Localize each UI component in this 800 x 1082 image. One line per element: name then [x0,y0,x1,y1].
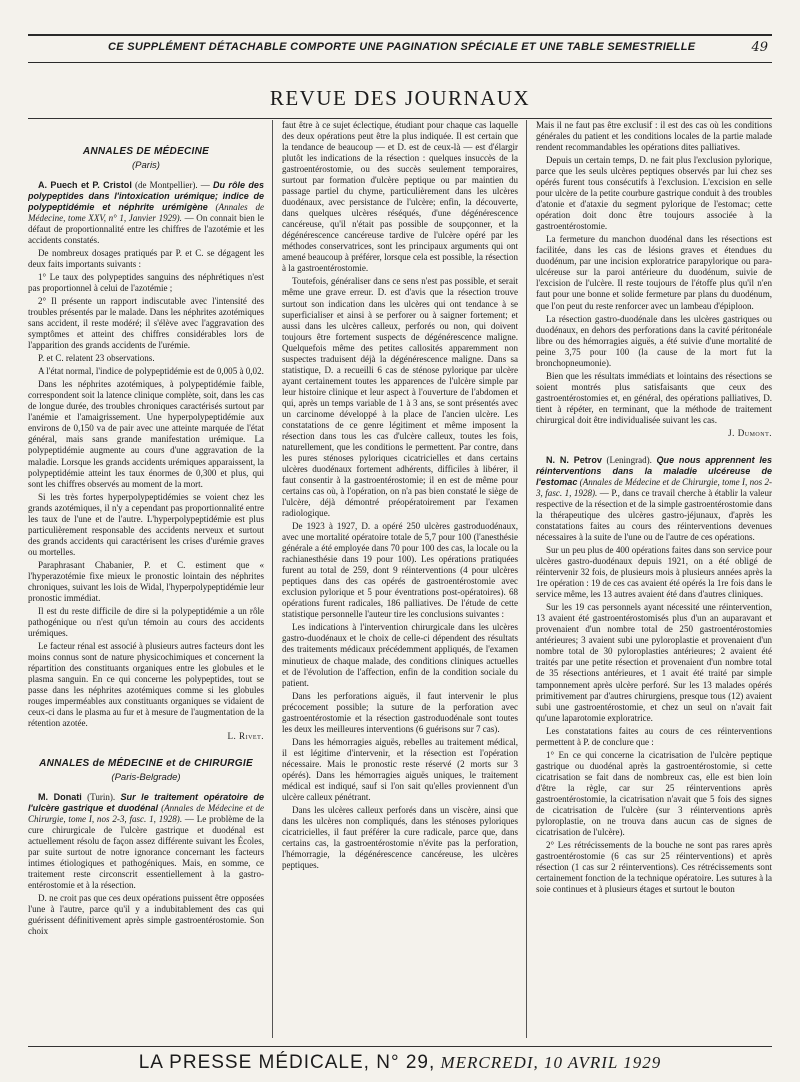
article-intro [28,180,264,246]
article-authors: A. Puech et P. Cristol [38,179,132,190]
article-title: Que nous apprennent les réinterventions dans la maladie ulcéreuse de l'estomac [536,454,772,487]
paragraph: Paraphrasant Chabanier, P. et C. estiment que « l'hyperazotémie fixe mieux le pronostic lointain des néphrites chroniques, suivant les lois de Widal, l'hyperpolypeptidémie leur pronostic immédiat. [28,559,264,603]
article-intro [28,792,264,891]
paragraph: Sur les 19 cas personnels ayant nécessité une réintervention, 13 avaient été gastroentérostomisés plus d'un an auparavant et provenaient d'un nombre total de 250 gastroentérostomies antérieures; 3 avaient subi une pyloroplastie et provenaient d'un nombre total de 30 pyloroplasties antérieures; 2 avaient été traités par une petite résection et provenaient d'un nombre total de 35 résections antérieures, et 1 avait été traité par simple tamponnement après ulcère perforé. Sur les 13 malades opérés primitivement par d'autres chirurgiens, presque tous (12) avaient subi une gastroentérostomie, et chez un seul on n'avait fait qu'une laparotomie exploratrice. [536,602,772,723]
journal-heading: ANNALES DE MÉDECINE [82,146,210,157]
article-reference: (Annales de Médecine et de Chirurgie, tome I, nos 2-3, fasc. 1, 1928). [28,803,264,825]
paragraph: De nombreux dosages pratiqués par P. et C. se dégagent les deux faits importants suivants : [28,247,264,269]
column-2 [282,120,518,1038]
paragraph: 1° En ce qui concerne la cicatrisation de l'ulcère peptique gastrique ou duodénal après la gastroentérostomie, si cette cicatrisation se fait dans de nombreux cas, elle est bien loin d'être la règle, car sur 25 réinterventions après gastroentérostomie, la cicatrisation n'avait que 5 fois des signes de cicatrisation de l'ulcère (sur 3 réinterventions après pyloroplastie, on ne trouva dans aucun cas de signes de cicatrisation de l'ulcère). [536,749,772,837]
paragraph: Il est du reste difficile de dire si la polypeptidémie a un rôle pathogénique ou n'est qu'un témoin au cours des accidents urémiques. [28,605,264,638]
journal-city: (Paris-Belgrade) [111,772,181,784]
paragraph: D. ne croit pas que ces deux opérations puissent être opposées l'une à l'autre, parce qu'il y a indubitablement des cas qui guérissent définitivement après simple gastroentérostomie. Son choix [28,893,264,937]
paragraph: Sur un peu plus de 400 opérations faites dans son service pour ulcères gastro-duodénaux depuis 1921, on a été obligé de réintervenir 32 fois, de plusieurs mois à plusieurs années après la 1re opération : 19 de ces cas avaient été opérés la 1re fois dans le service même, les 13 autres avaient été dans d'autres cliniques. [536,545,772,600]
paragraph: Le facteur rénal est associé à plusieurs autres facteurs dont les moins connus sont de nature physicochimiques et concernent la répartition des constituants organiques entre les globules et le plasma sanguin. En ce qui concerne les polypeptides, tout se passe dans les néphrites azotémiques comme si les globules rouges imperméables aux constituants organiques se vidaient de ceux-ci dans le plasma au fur et à mesure de l'augmentation de la rétention azotée. [28,641,264,729]
paragraph: 2° Les rétrécissements de la bouche ne sont pas rares après gastroentérostomie (6 cas sur 25 réinterventions) et après résection (1 cas sur 2 réinterventions). Ces rétrécissements sont certainement fonction de la technique opératoire. Les sutures à la soie continues et à plusieurs étages et surtout le bouton [536,839,772,895]
paragraph: Toutefois, généraliser dans ce sens n'est pas possible, et serait même une grave erreur. D. est d'avis que la résection trouve surtout son indication dans les ulcères qui ont tendance à se superficialiser et ainsi à se perforer ou à saigner fortement; et aussi dans les ulcères calleux, perforés ou non, qui doivent toujours être fortement suspects de dégénérescence maligne. Quelquefois même des petites callosités apparemment non suspectes traduisent déjà la dégénérescence maligne. Dans sa statistique, D. a recueilli 6 cas de sténose pylorique par ulcère ayant certainement toutes les apparences de l'ulcère simple par leur histoire clinique et leur aspect à l'ouverture de l'abdomen et qui, après un temps variable de 1 à 3 ans, se sont présentés avec un carcinome développé à la place de l'ancien ulcère. Les constatations de ce genre légitiment et même imposent la résection dans tous les cas d'ulcère calleux, toutes les fois, naturellement, que les conditions le permettent. Par contre, dans les pures sténoses pyloriques cicatricielles et dans certains ulcères duodénaux fortement adhérents, difficiles à libérer, il faut consentir à la gastroentérostomie; il en est de même pour certains cas où, à l'opération, on n'a pas bien constaté le siège de l'ulcère, déjà démontré préopératoirement par l'examen radiologique. [282,276,518,519]
article-title: Du rôle des polypeptides dans l'intoxication urémique; indice de polypeptidémie et néphrite urémigène [28,179,264,212]
author-signature: J. Dumont. [728,427,772,438]
footer-date: MERCREDI, 10 AVRIL 1929 [435,1053,662,1072]
footer-line [28,1052,772,1074]
footer-journal: LA PRESSE MÉDICALE, N° 29, [138,1052,436,1073]
paragraph: Dans les perforations aiguës, il faut intervenir le plus précocement possible; la suture de la perforation avec gastroentérostomie et la résection gastroduodénale sont toutes les deux les meilleures interventions (6 guérisons sur 7 cas). [282,690,518,734]
paragraph: De 1923 à 1927, D. a opéré 250 ulcères gastroduodénaux, avec une mortalité opératoire totale de 5,7 pour 100 (l'anesthésie générale a été employée dans 70 pour 100 des cas, la locale ou la rachianesthésie dans 19 pour 100). Les opérations pratiquées furent au total de 259, dont 9 réinterventions (4 pour ulcères peptiques dans des cas opérés de gastroentérostomie avec exclusion pylorique et 5 pour éventrations post-opératoires). 68 opérations furent radicales, 186 palliatives. De l'étude de cette statistique personnelle l'auteur tire les conclusions suivantes : [282,521,518,620]
article-text: — Le problème de la cure chirurgicale de l'ulcère gastrique et duodénal est actuellement résolu de façon assez différente suivant les Écoles, par suite surtout de notre ignorance concernant les facteurs intimes étiologiques et pathogéniques. Mais, en somme, ce traitement reste circonscrit essentiellement à la gastro-entérostomie et à la résection. [28,814,264,891]
article-authors: N. N. Petrov [546,454,602,465]
page-number: 49 [751,40,768,55]
article-reference: (Annales de Médecine, tome XXV, n° 1, Janvier 1929). [28,201,264,223]
column-3 [536,120,772,1038]
paragraph: Dans les ulcères calleux perforés dans un viscère, ainsi que dans les ulcères non compliqués, dans les sténoses pyloriques cicatricielles, il faut préférer la cure radicale, parce que, dans certains cas, la gastroentérostomie n'évite pas la perforation, l'hémorragie, la dégénérescence cancéreuse, les ulcères peptiques. [282,804,518,871]
article-text: — On connait bien le défaut de proportionnalité entre les chiffres de l'azotémie et les accidents constatés. [28,212,264,245]
paragraph: faut être à ce sujet éclectique, étudiant pour chaque cas laquelle des deux opérations peut être la plus indiquée. Il est certain que la tendance de beaucoup — et D. est de ceux-là — est d'élargir plutôt les indications de la résection : quelques insuccès de la gastroentérostomie, ou des succès seulement temporaires, surtout par formation d'ulcère peptique ou par maintien du passage partiel du chyme, particulièrement dans les ulcères duodénaux, avec persistance de l'ulcère; enfin, la découverte, dans quelques ulcères réséqués, d'une dégénérescence cancéreuse, qu'il n'était pas possible de soupçonner, et la dégénérescence cancéreuse tardive de l'ulcère opéré par les méthodes conservatrices, sont les principaux arguments qui ont amené beaucoup à préférer, lorsque cela est possible, la résection à la gastroentérostomie. [282,120,518,274]
article-text: — P., dans ce travail cherche à établir la valeur respective de la résection et de la simple gastroentérostomie dans la thérapeutique des ulcères gastro-jéjunaux, d'après les constatations faites au cours des réinterventions devenues nécessaires à la suite de l'une ou de l'autre de ces opérations. [536,487,772,543]
paragraph: Dans les néphrites azotémiques, à polypeptidémie faible, correspondent soit la latence clinique complète, soit, dans les cas de longue durée, des troubles chroniques caractérisés surtout par l'anémie et l'amaigrissement. Une hyperpolypeptidémie aux environs de 0,150 va de pair avec une atteinte marquée de l'état général, mais sans grande manifestation urémique. La polypeptidémie augmente au cours d'une aggravation de la maladie. Lorsque les grands accidents urémiques apparaissent, la polypeptidémie atteint les taux énormes de 0,300 et plus, qui sont les chiffres observés au moment de la mort. [28,379,264,489]
author-signature: L. Rivet. [227,731,264,742]
column-divider [272,120,273,1038]
supplement-notice: CE SUPPLÉMENT DÉTACHABLE COMPORTE UNE PAGINATION SPÉCIALE ET UNE TABLE SEMESTRIELLE [108,41,696,53]
paragraph: 2° Il présente un rapport indiscutable avec l'intensité des troubles présentés par le malade. Dans les néphrites azotémiques sans accident, il reste modéré; il s'élève avec l'aggravation des symptômes et atteint des chiffres considérables lors de l'apparition des grands accidents de l'urémie. [28,296,264,351]
journal-heading: ANNALES de MÉDECINE et de CHIRURGIE [39,758,253,770]
page-footer [28,1046,772,1077]
paragraph: Dans les hémorragies aiguës, rebelles au traitement médical, il est légitime d'intervenir, et la résection est l'opération nécessaire. Mais le pronostic reste réservé (2 morts sur 3 opérés). Dans les hémorragies aiguës uniques, le traitement médical est indiqué, sauf si l'on sait qu'elles proviennent d'un ulcère calleux pénétrant. [282,736,518,802]
paragraph: La fermeture du manchon duodénal dans les résections est facilitée, dans les cas de lésions graves et étendues du duodénum, par une incision exploratrice parapylorique ou para-ulcéreuse sur la paroi antérieure du duodénum, suivie de l'excision de l'ulcère. Il reste toujours de l'étoffe plus qu'il n'en faut pour une bonne et solide fermeture par plans du duodénum, que l'on peut du reste renforcer avec un lambeau d'épiploon. [536,234,772,311]
paragraph: 1° Le taux des polypeptides sanguins des néphrétiques n'est pas proportionnel à celui de l'azotémie ; [28,272,264,294]
paragraph: Bien que les résultats immédiats et lointains des résections se soient montrés plus satisfaisants que ceux des gastroentérostomies et, en général, des opérations palliatives, D. tient à répéter, en terminant, que la méthode de traitement chirurgical doit être individualisée suivant les cas. [536,370,772,425]
article-reference: (Annales de Médecine et de Chirurgie, tome I, nos 2-3, fasc. 1, 1928). [536,476,772,498]
paragraph: La résection gastro-duodénale dans les ulcères gastriques ou duodénaux, en dehors des perforations dans la cavité péritonéale libre ou des hémorragies aiguës, a été suivie d'une mortalité de peine 3,75 pour 100 (la cause de la mort fut la bronchopneumonie). [536,313,772,368]
supplement-notice-bar [28,34,772,63]
paragraph: Les indications à l'intervention chirurgicale dans les ulcères gastro-duodénaux et le choix de celle-ci dépendent des résultats des traitements médicaux précédemment appliqués, de l'examen minutieux de chaque malade, des conditions cliniques actuelles et de l'évolution de l'affection, enfin de la condition sociale du patient. [282,622,518,688]
section-title: REVUE DES JOURNAUX [269,86,531,110]
article-title: Sur le traitement opératoire de l'ulcère gastrique et duodénal [28,792,264,814]
article-authors: M. Donati [38,792,82,803]
title-rule [28,118,772,119]
paragraph: Depuis un certain temps, D. ne fait plus l'exclusion pylorique, parce que les seuls ulcères peptiques observés par lui chez ses opérés furent tous consécutifs à l'exclusion. L'excision en selle pour ulcère de la petite courbure gastrique conduit à des troubles d'atonie et d'ataxie du segment pylorique de l'estomac; cette opération doit donc être toujours associée à la gastroentérostomie. [536,155,772,232]
article-affiliation: (Leningrad). [601,454,657,465]
paragraph: Les constatations faites au cours de ces réinterventions permettent à P. de conclure que : [536,725,772,747]
paragraph: Si les très fortes hyperpolypeptidémies se voient chez les grands azotémiques, il n'y a cependant pas proportionnalité entre les taux de l'une et de l'autre. L'hyperpolypeptidémie est plus particulièrement responsable des accidents nerveux et surtout des grands accidents qui caractérisent les crises d'urémie graves ou mortelles. [28,491,264,557]
paragraph: A l'état normal, l'indice de polypeptidémie est de 0,005 à 0,02. [38,366,264,377]
column-divider [526,120,527,1038]
column-1 [28,120,264,1038]
article-affiliation: (de Montpellier). — [131,179,213,190]
article-intro [536,455,772,543]
paragraph: P. et C. relatent 23 observations. [38,353,155,364]
paragraph: Mais il ne faut pas être exclusif : il est des cas où les conditions générales du patient et les conditions locales de la partie malade rendent recommandables les opérations dites palliatives. [536,120,772,153]
article-affiliation: (Turin). [81,792,121,803]
journal-city: (Paris) [132,160,160,172]
